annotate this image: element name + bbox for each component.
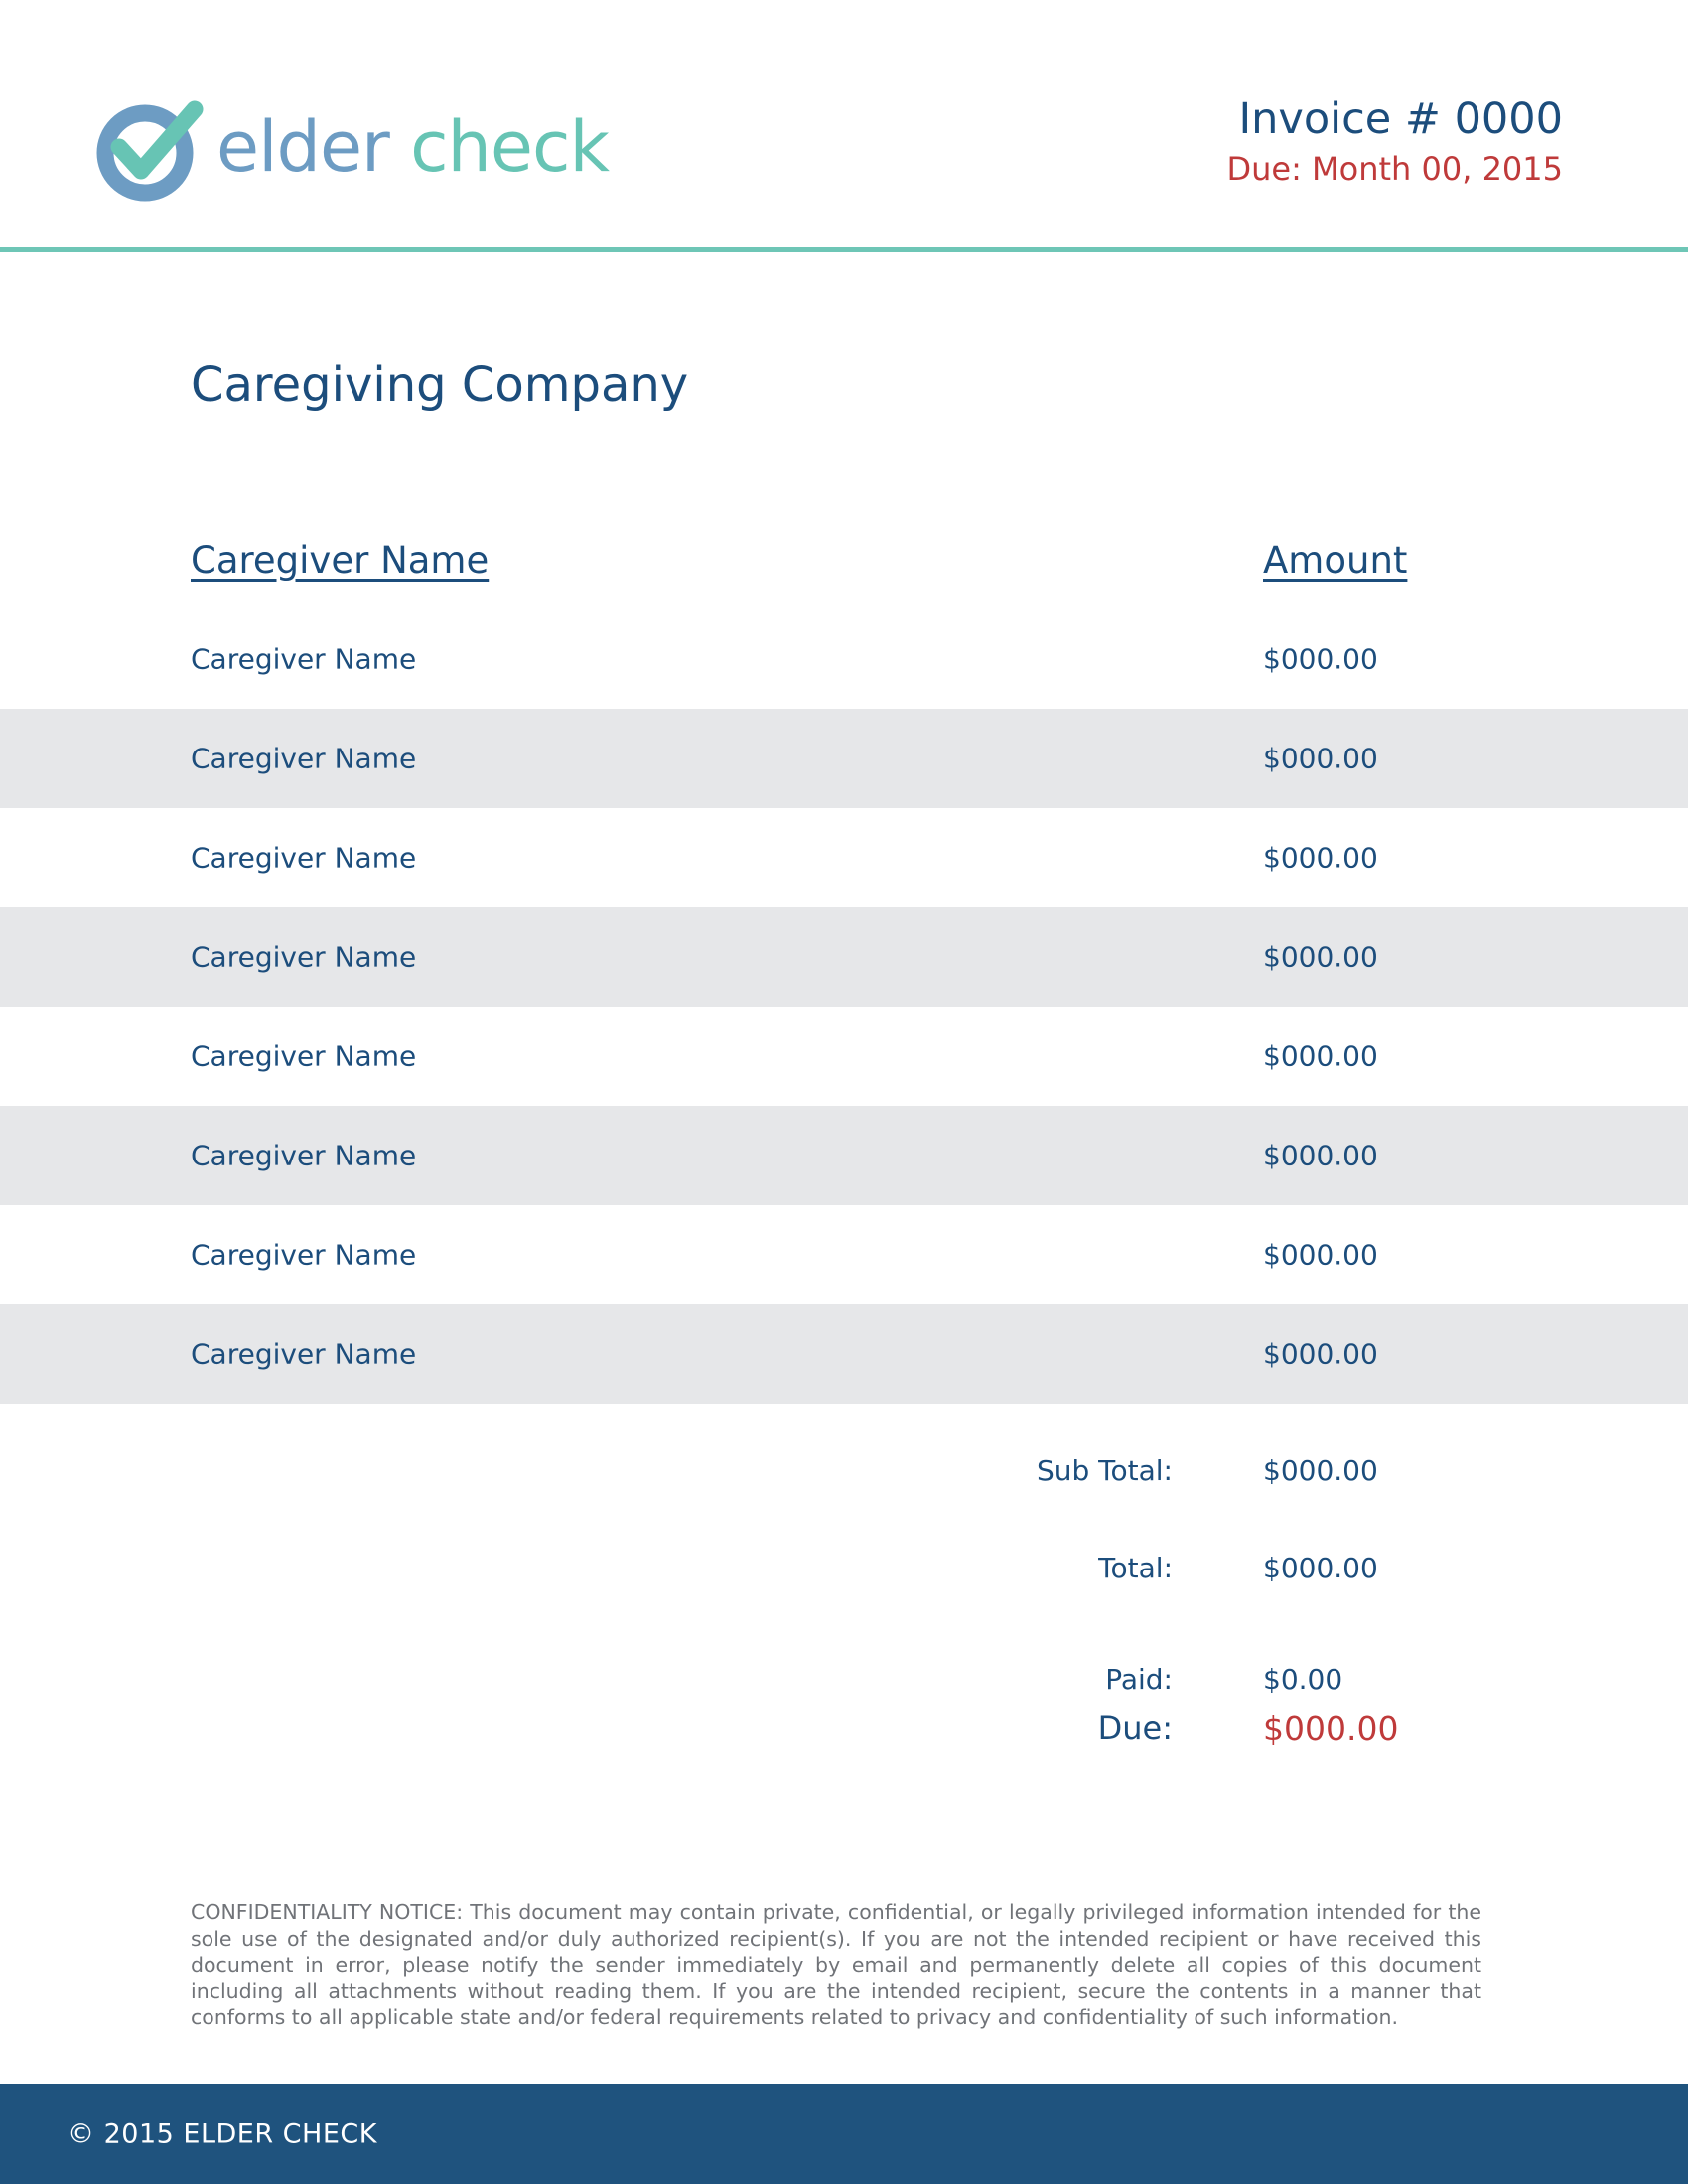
- row-caregiver-name: Caregiver Name: [191, 742, 417, 775]
- balance-due-value: $000.00: [1263, 1709, 1399, 1748]
- row-amount: $000.00: [1263, 940, 1378, 974]
- logo-word-check: check: [410, 106, 610, 188]
- total-value: $000.00: [1263, 1552, 1378, 1584]
- row-amount: $000.00: [1263, 841, 1378, 875]
- row-amount: $000.00: [1263, 1039, 1378, 1073]
- row-caregiver-name: Caregiver Name: [191, 841, 417, 875]
- table-row: [0, 1205, 1688, 1304]
- logo-word-elder: elder: [216, 106, 389, 188]
- circle-check-icon: [95, 95, 207, 205]
- invoice-due-date: Due: Month 00, 2015: [1226, 150, 1563, 189]
- row-amount: $000.00: [1263, 642, 1378, 676]
- logo-wordmark: [216, 106, 610, 188]
- paid-value: $0.00: [1263, 1663, 1343, 1696]
- row-amount: $000.00: [1263, 742, 1378, 775]
- company-name: Caregiving Company: [191, 357, 689, 413]
- paid-label: Paid:: [1105, 1663, 1173, 1696]
- table-row: [0, 1106, 1688, 1205]
- table-row: [0, 808, 1688, 907]
- balance-due-label: Due:: [1097, 1709, 1173, 1747]
- row-caregiver-name: Caregiver Name: [191, 1238, 417, 1272]
- row-caregiver-name: Caregiver Name: [191, 1337, 417, 1371]
- column-header-caregiver-name: Caregiver Name: [191, 539, 490, 582]
- table-row: [0, 1007, 1688, 1106]
- elder-check-logo: [95, 95, 609, 205]
- table-row: [0, 709, 1688, 808]
- page-footer: [0, 2084, 1688, 2184]
- line-items-table: [0, 610, 1688, 1404]
- invoice-header: [0, 0, 1688, 248]
- row-amount: $000.00: [1263, 1139, 1378, 1172]
- confidentiality-notice: CONFIDENTIALITY NOTICE: This document may contain private, confidential, or legally privileged information intended for the sole use of the designated and/or duly authorized recipient(s). If you are not the intended recipient or have received this document in error, please notify the sender immediately by email and permanently delete all copies of this document including all attachments without reading them. If you are the intended recipient, secure the contents in a manner that conforms to all applicable state and/or federal requirements related to privacy and confidentiality of such information.: [191, 1900, 1481, 2030]
- table-row: [0, 1304, 1688, 1404]
- row-caregiver-name: Caregiver Name: [191, 940, 417, 974]
- total-label: Total:: [1098, 1552, 1173, 1584]
- row-caregiver-name: Caregiver Name: [191, 642, 417, 676]
- header-divider: [0, 247, 1688, 252]
- row-caregiver-name: Caregiver Name: [191, 1139, 417, 1172]
- column-header-amount: Amount: [1263, 539, 1408, 582]
- subtotal-value: $000.00: [1263, 1454, 1378, 1487]
- invoice-number: Invoice # 0000: [1238, 94, 1563, 144]
- table-row: [0, 610, 1688, 709]
- subtotal-label: Sub Total:: [1036, 1454, 1173, 1487]
- row-amount: $000.00: [1263, 1238, 1378, 1272]
- invoice-info: [1226, 95, 1563, 188]
- footer-copyright: © 2015 ELDER CHECK: [68, 2118, 377, 2149]
- table-row: [0, 907, 1688, 1007]
- row-amount: $000.00: [1263, 1337, 1378, 1371]
- row-caregiver-name: Caregiver Name: [191, 1039, 417, 1073]
